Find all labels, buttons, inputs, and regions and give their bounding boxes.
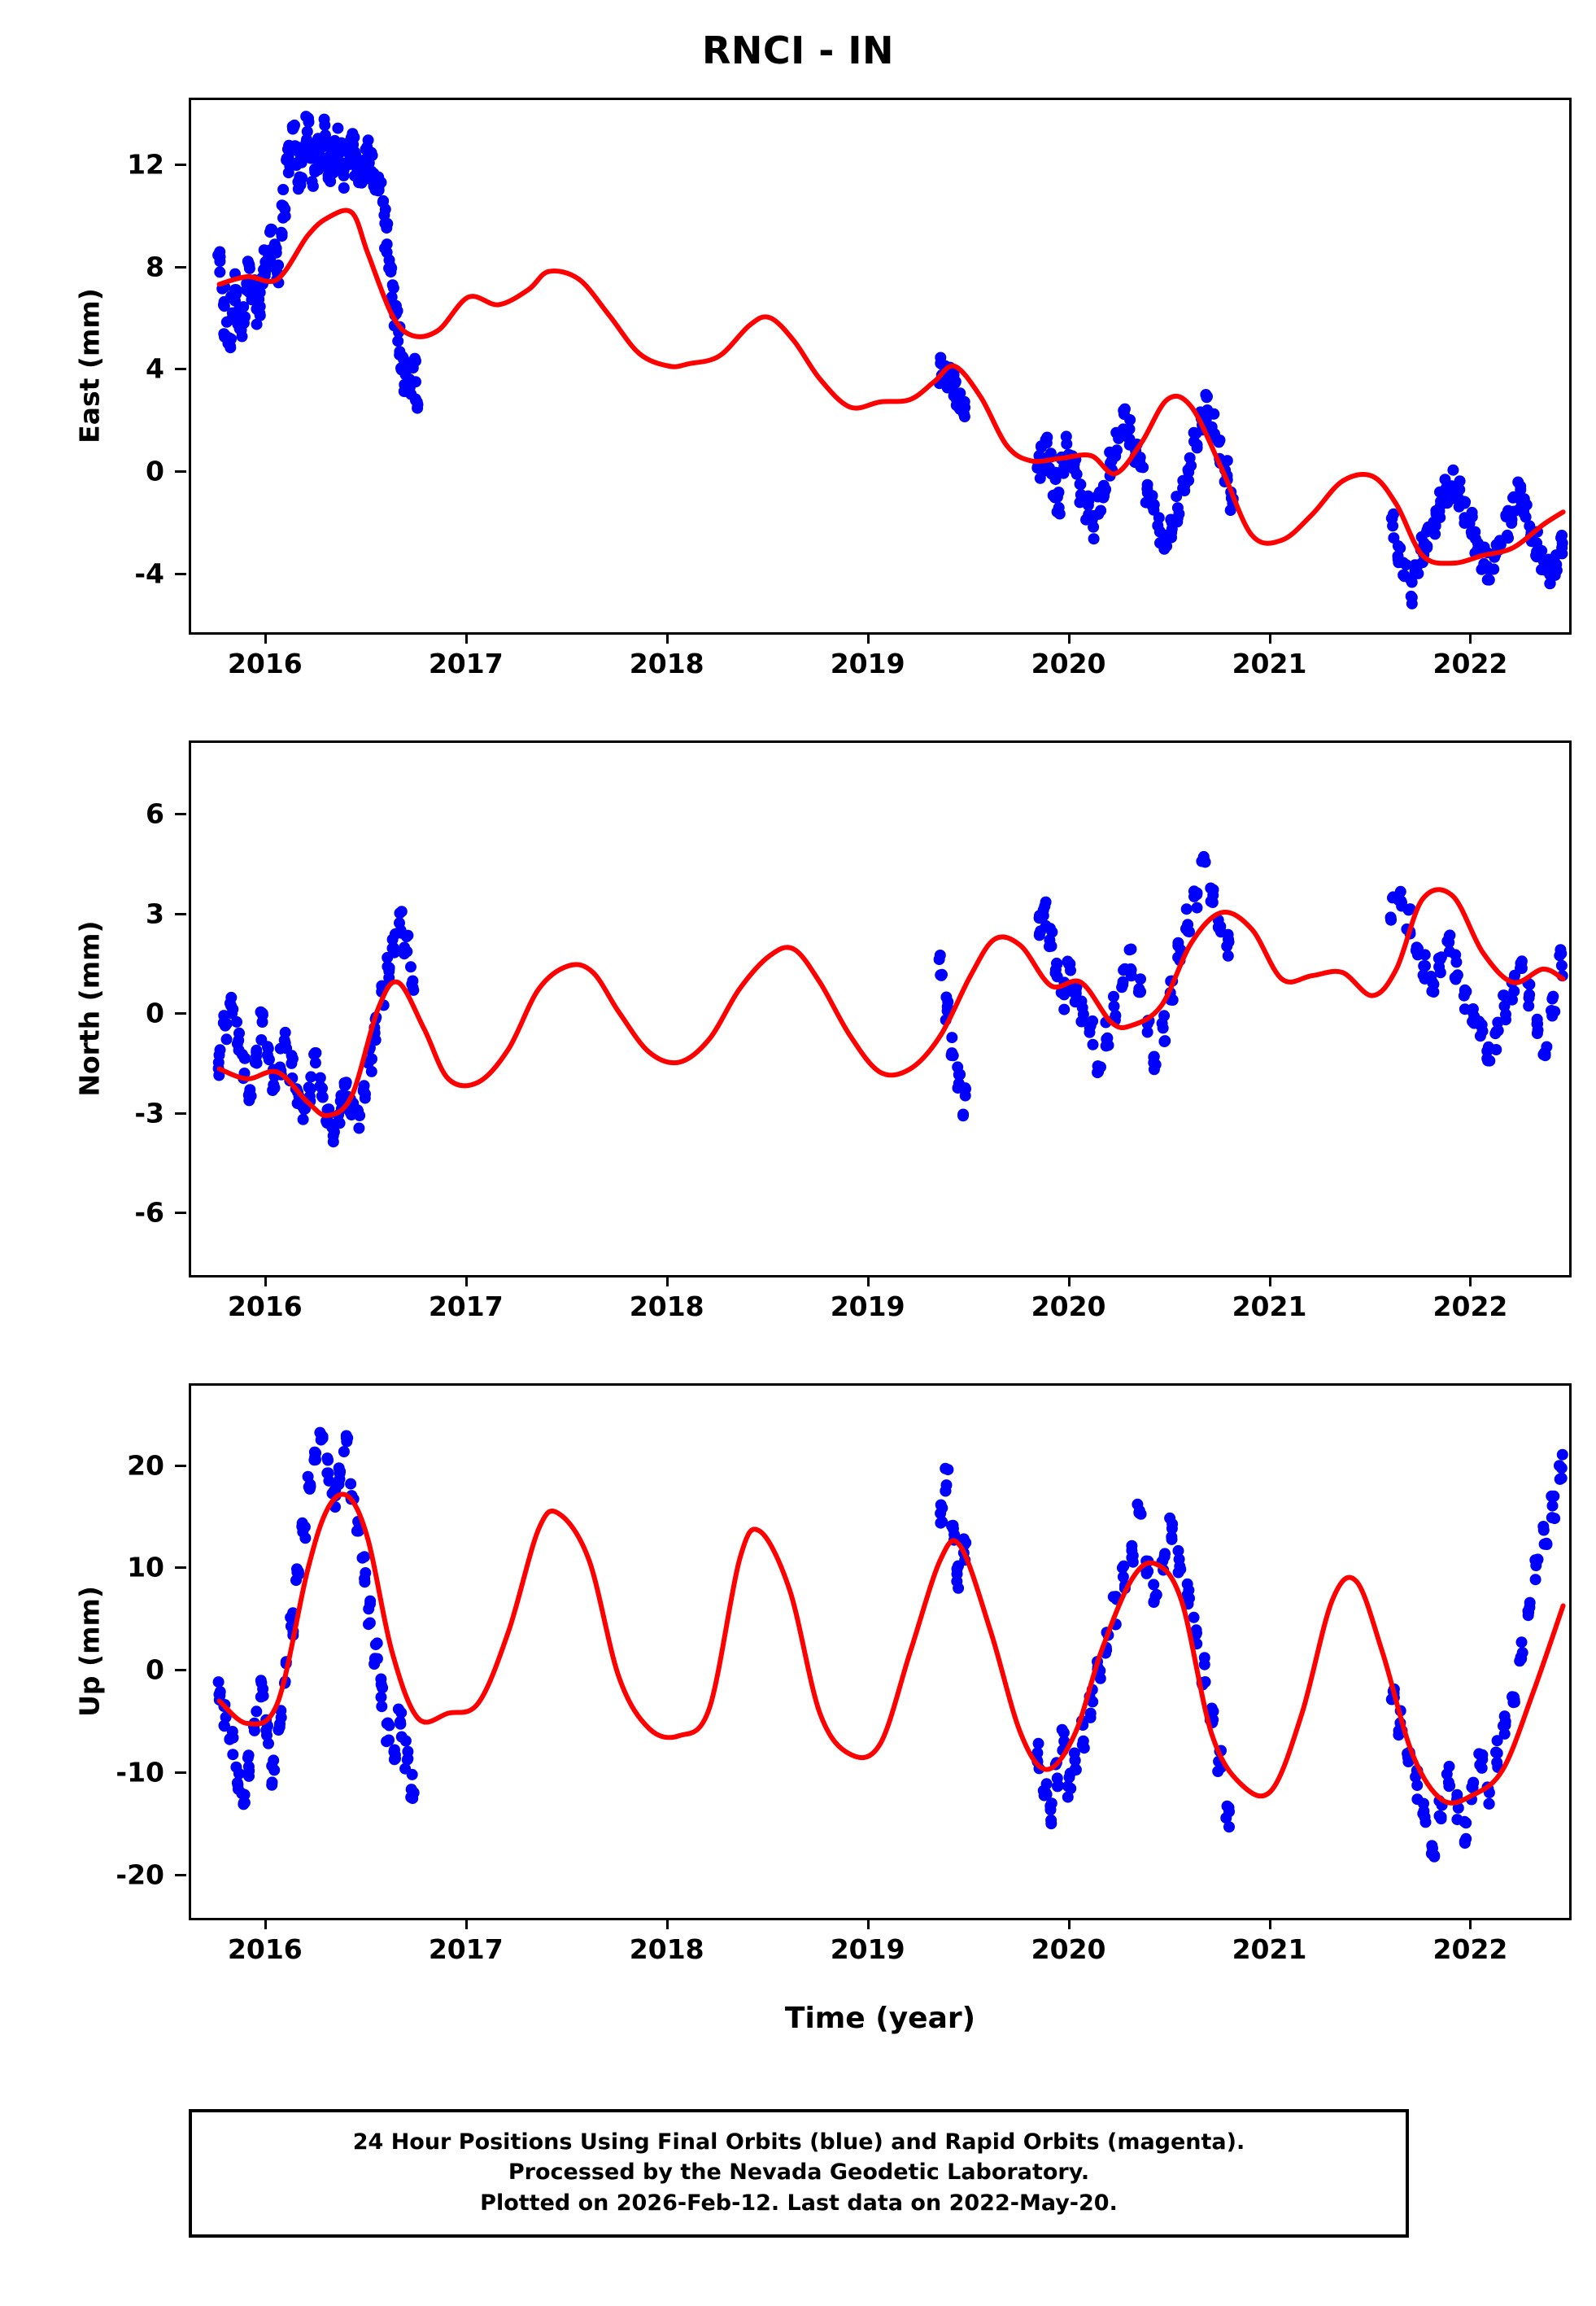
y-tick-label: 4 xyxy=(146,352,164,385)
x-tick-mark xyxy=(1469,1275,1472,1286)
y-tick-mark xyxy=(175,368,186,370)
x-tick-label: 2021 xyxy=(1232,648,1307,679)
y-tick-mark xyxy=(175,573,186,575)
y-tick-label: 0 xyxy=(146,1653,164,1686)
plot-area-up xyxy=(189,1383,1572,1920)
x-tick-mark xyxy=(465,632,468,644)
x-tick-mark xyxy=(1068,632,1071,644)
x-tick-label: 2020 xyxy=(1031,1933,1106,1965)
y-tick-mark xyxy=(175,1874,186,1876)
x-tick-label: 2019 xyxy=(830,1933,905,1965)
x-tick-label: 2022 xyxy=(1432,1933,1508,1965)
x-tick-mark xyxy=(1269,1918,1271,1929)
y-tick-label: -20 xyxy=(116,1858,164,1891)
y-tick-label: 0 xyxy=(146,455,164,487)
y-tick-label: -4 xyxy=(134,557,164,590)
y-tick-mark xyxy=(175,164,186,166)
y-tick-mark xyxy=(175,1212,186,1214)
footer-line-1: 24 Hour Positions Using Final Orbits (blue) and Rapid Orbits (magenta). xyxy=(352,2129,1245,2155)
data-points xyxy=(213,851,1568,1147)
x-tick-mark xyxy=(264,1275,267,1286)
y-axis-label-east: East (mm) xyxy=(73,288,106,443)
y-tick-label: 20 xyxy=(127,1449,164,1482)
x-tick-label: 2018 xyxy=(629,648,704,679)
x-tick-mark xyxy=(264,1918,267,1929)
plot-area-north xyxy=(189,740,1572,1277)
y-tick-label: 3 xyxy=(146,898,164,930)
y-tick-mark xyxy=(175,1465,186,1467)
x-tick-label: 2019 xyxy=(830,1291,905,1322)
x-tick-mark xyxy=(1269,1275,1271,1286)
y-tick-mark xyxy=(175,1566,186,1569)
y-tick-mark xyxy=(175,1112,186,1115)
y-tick-mark xyxy=(175,1669,186,1671)
data-points xyxy=(212,111,1568,609)
y-tick-label: -6 xyxy=(134,1196,164,1229)
x-tick-mark xyxy=(867,632,870,644)
y-tick-mark xyxy=(175,813,186,815)
x-tick-mark xyxy=(1469,632,1472,644)
x-tick-label: 2018 xyxy=(629,1291,704,1322)
x-tick-mark xyxy=(1269,632,1271,644)
x-tick-label: 2017 xyxy=(428,1933,504,1965)
x-tick-mark xyxy=(1068,1275,1071,1286)
y-tick-label: 10 xyxy=(127,1551,164,1583)
x-tick-label: 2016 xyxy=(227,1933,303,1965)
page-title: RNCI - IN xyxy=(701,28,895,72)
x-tick-mark xyxy=(666,632,669,644)
x-tick-label: 2021 xyxy=(1232,1291,1307,1322)
x-tick-label: 2016 xyxy=(227,648,303,679)
x-tick-mark xyxy=(867,1918,870,1929)
y-tick-label: 12 xyxy=(127,148,164,181)
x-tick-label: 2016 xyxy=(227,1291,303,1322)
plot-area-east xyxy=(189,98,1572,635)
x-tick-label: 2019 xyxy=(830,648,905,679)
y-tick-label: -3 xyxy=(134,1097,164,1129)
x-tick-label: 2020 xyxy=(1031,1291,1106,1322)
x-tick-mark xyxy=(666,1275,669,1286)
x-tick-label: 2020 xyxy=(1031,648,1106,679)
model-fit-line xyxy=(220,211,1563,564)
y-tick-mark xyxy=(175,1771,186,1774)
y-tick-label: 8 xyxy=(146,251,164,283)
y-tick-mark xyxy=(175,1012,186,1015)
y-tick-label: 0 xyxy=(146,997,164,1029)
x-tick-label: 2017 xyxy=(428,648,504,679)
x-tick-mark xyxy=(666,1918,669,1929)
y-axis-label-north: North (mm) xyxy=(73,920,106,1097)
footer-line-3: Plotted on 2026-Feb-12. Last data on 2022-May-20. xyxy=(480,2190,1118,2216)
x-tick-mark xyxy=(1469,1918,1472,1929)
x-tick-label: 2018 xyxy=(629,1933,704,1965)
x-tick-mark xyxy=(1068,1918,1071,1929)
data-points xyxy=(213,1427,1568,1863)
footer-caption-box xyxy=(189,2109,1409,2238)
model-fit-line xyxy=(220,889,1563,1116)
x-tick-mark xyxy=(465,1275,468,1286)
y-axis-label-up: Up (mm) xyxy=(73,1586,106,1717)
x-tick-label: 2022 xyxy=(1432,1291,1508,1322)
y-tick-mark xyxy=(175,913,186,915)
y-tick-label: 6 xyxy=(146,797,164,830)
x-tick-mark xyxy=(867,1275,870,1286)
x-tick-label: 2017 xyxy=(428,1291,504,1322)
x-tick-mark xyxy=(465,1918,468,1929)
x-axis-label: Time (year) xyxy=(784,2002,976,2035)
y-tick-label: -10 xyxy=(116,1756,164,1788)
y-tick-mark xyxy=(175,470,186,473)
footer-line-2: Processed by the Nevada Geodetic Laboratory. xyxy=(508,2160,1090,2186)
x-tick-label: 2022 xyxy=(1432,648,1508,679)
x-tick-mark xyxy=(264,632,267,644)
y-tick-mark xyxy=(175,266,186,269)
x-tick-label: 2021 xyxy=(1232,1933,1307,1965)
model-fit-line xyxy=(220,1494,1563,1803)
